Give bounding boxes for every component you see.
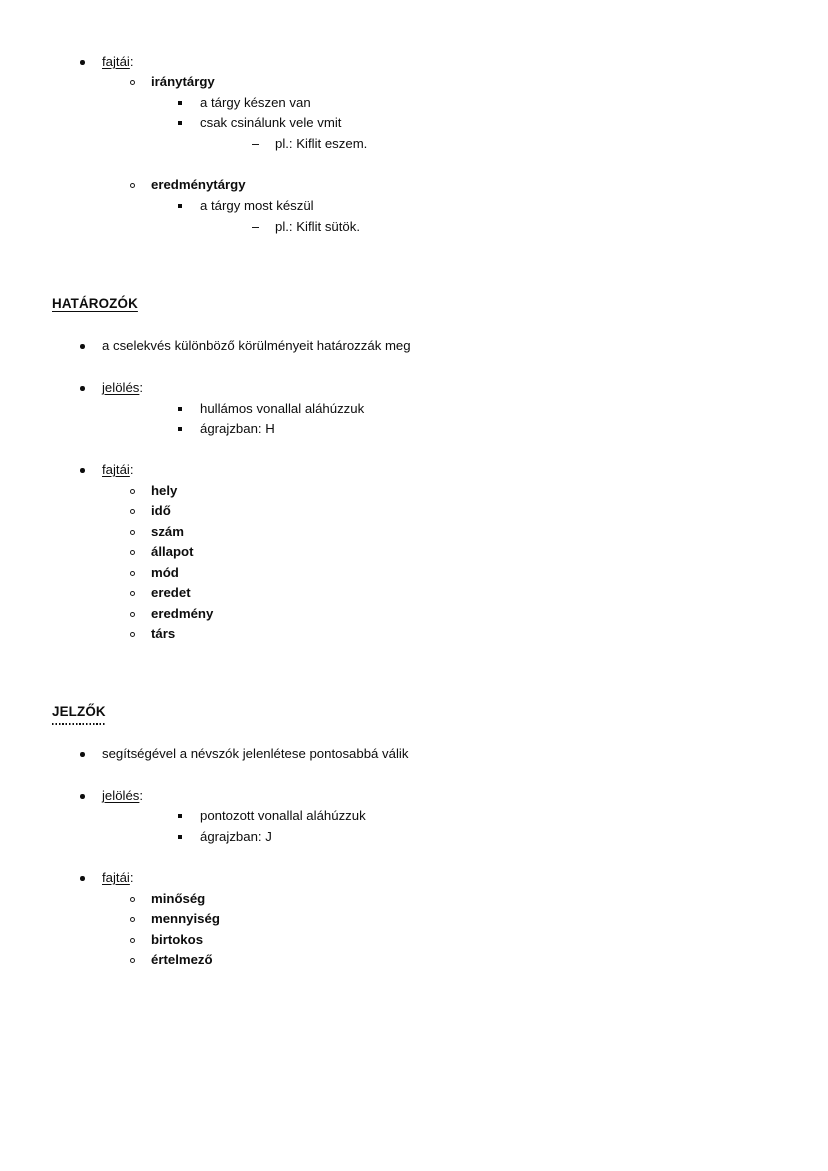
list-item-label: hely — [151, 483, 178, 498]
list-item — [130, 604, 828, 624]
list-item-label: iránytárgy — [151, 74, 215, 89]
list-item — [80, 52, 828, 72]
list-item-suffix: : — [129, 870, 134, 885]
list-item-label: idő — [151, 503, 171, 518]
list-item-text — [151, 481, 177, 501]
bullet-marker-icon — [80, 794, 85, 799]
circle-marker-icon — [130, 632, 135, 637]
list-item-label: pontozott vonallal aláhúzzuk — [200, 808, 366, 823]
list-item-text — [151, 175, 246, 195]
section-heading-hatarozok — [52, 295, 138, 313]
bullet-marker-icon — [80, 60, 85, 65]
bullet-marker-icon — [80, 344, 85, 349]
list-item — [80, 378, 828, 398]
list-item — [130, 909, 828, 929]
list-item — [130, 583, 828, 603]
circle-marker-icon — [130, 550, 135, 555]
section-heading-jelzok — [52, 703, 106, 721]
list-item — [252, 217, 828, 237]
dash-marker-icon — [252, 227, 259, 228]
list-item-suffix: : — [129, 54, 134, 69]
list-item-text — [151, 522, 184, 542]
list-item-text — [102, 868, 134, 888]
list-item-text — [151, 889, 205, 909]
list-item-label: eredet — [151, 585, 191, 600]
bullet-marker-icon — [80, 876, 85, 881]
list-item-text — [102, 378, 143, 398]
list-item-text — [200, 113, 341, 133]
circle-marker-icon — [130, 571, 135, 576]
list-item-label: csak csinálunk vele vmit — [200, 115, 342, 130]
list-item-text — [151, 501, 171, 521]
list-item — [178, 806, 828, 826]
circle-marker-icon — [130, 509, 135, 514]
list-item-text — [151, 563, 179, 583]
list-item-text — [151, 542, 194, 562]
square-marker-icon — [178, 814, 182, 818]
list-item-label: a tárgy most készül — [200, 198, 314, 213]
list-item — [178, 113, 828, 133]
circle-marker-icon — [130, 80, 135, 85]
list-item — [80, 336, 828, 356]
list-item — [130, 889, 828, 909]
bullet-marker-icon — [80, 468, 85, 473]
list-item — [80, 460, 828, 480]
list-item-label: mód — [151, 565, 179, 580]
list-item-label: segítségével a névszók jelenlétese pontosabbá válik — [102, 746, 409, 761]
square-marker-icon — [178, 121, 182, 125]
section-heading-label: HATÁROZÓK — [52, 296, 138, 311]
list-item — [130, 72, 828, 92]
list-item-text — [200, 93, 311, 113]
bullet-marker-icon — [80, 386, 85, 391]
list-item-text — [151, 604, 213, 624]
list-item-label: ágrajzban: H — [200, 421, 275, 436]
circle-marker-icon — [130, 938, 135, 943]
square-marker-icon — [178, 427, 182, 431]
circle-marker-icon — [130, 489, 135, 494]
circle-marker-icon — [130, 530, 135, 535]
list-item-text — [151, 72, 215, 92]
circle-marker-icon — [130, 183, 135, 188]
list-item-label: pl.: Kiflit sütök. — [275, 219, 361, 234]
list-item-label: fajtái — [102, 462, 130, 477]
list-item-text — [200, 399, 364, 419]
list-item-text — [102, 336, 411, 356]
list-item — [80, 868, 828, 888]
list-item — [130, 950, 828, 970]
list-item-label: értelmező — [151, 952, 213, 967]
list-item-text — [151, 909, 220, 929]
list-item-suffix: : — [129, 462, 134, 477]
list-item-label: társ — [151, 626, 176, 641]
list-item-text — [275, 134, 367, 154]
list-item-label: a cselekvés különböző körülményeit határozzák meg — [102, 338, 411, 353]
list-item — [130, 501, 828, 521]
list-item-text — [102, 52, 134, 72]
list-item-label: eredmény — [151, 606, 214, 621]
list-item — [178, 196, 828, 216]
list-item — [130, 542, 828, 562]
list-item-label: szám — [151, 524, 184, 539]
circle-marker-icon — [130, 591, 135, 596]
list-item-suffix: : — [139, 380, 144, 395]
square-marker-icon — [178, 101, 182, 105]
list-item-text — [151, 624, 175, 644]
list-item-text — [275, 217, 360, 237]
list-item-text — [102, 744, 408, 764]
list-item-label: a tárgy készen van — [200, 95, 311, 110]
list-item-label: birtokos — [151, 932, 204, 947]
bullet-marker-icon — [80, 752, 85, 757]
list-item — [130, 930, 828, 950]
list-item-label: állapot — [151, 544, 194, 559]
list-item-label: minőség — [151, 891, 206, 906]
list-item — [130, 624, 828, 644]
list-item-label: fajtái — [102, 54, 130, 69]
list-item-label: jelölés — [102, 788, 140, 803]
list-item-text — [200, 419, 275, 439]
list-item-text — [102, 786, 143, 806]
list-item — [252, 134, 828, 154]
circle-marker-icon — [130, 917, 135, 922]
list-item — [130, 522, 828, 542]
list-item-text — [151, 950, 213, 970]
list-item-label: ágrajzban: J — [200, 829, 272, 844]
square-marker-icon — [178, 204, 182, 208]
list-item-label: hullámos vonallal aláhúzzuk — [200, 401, 365, 416]
list-item — [178, 399, 828, 419]
list-item-text — [200, 827, 272, 847]
list-item-text — [200, 196, 314, 216]
list-item-text — [200, 806, 366, 826]
section-heading-label: JELZŐK — [52, 704, 106, 719]
list-item-text — [151, 930, 203, 950]
list-item-label: pl.: Kiflit eszem. — [275, 136, 368, 151]
list-item-label: jelölés — [102, 380, 140, 395]
list-item — [80, 786, 828, 806]
list-item-label: mennyiség — [151, 911, 220, 926]
list-item — [130, 175, 828, 195]
list-item — [178, 827, 828, 847]
circle-marker-icon — [130, 897, 135, 902]
list-item — [178, 419, 828, 439]
list-item — [130, 563, 828, 583]
list-item-text — [151, 583, 191, 603]
list-item — [80, 744, 828, 764]
list-item-suffix: : — [139, 788, 144, 803]
circle-marker-icon — [130, 612, 135, 617]
list-item — [178, 93, 828, 113]
list-item — [130, 481, 828, 501]
square-marker-icon — [178, 407, 182, 411]
circle-marker-icon — [130, 958, 135, 963]
list-item-label: eredménytárgy — [151, 177, 246, 192]
list-item-text — [102, 460, 134, 480]
list-item-label: fajtái — [102, 870, 130, 885]
square-marker-icon — [178, 835, 182, 839]
dash-marker-icon — [252, 144, 259, 145]
